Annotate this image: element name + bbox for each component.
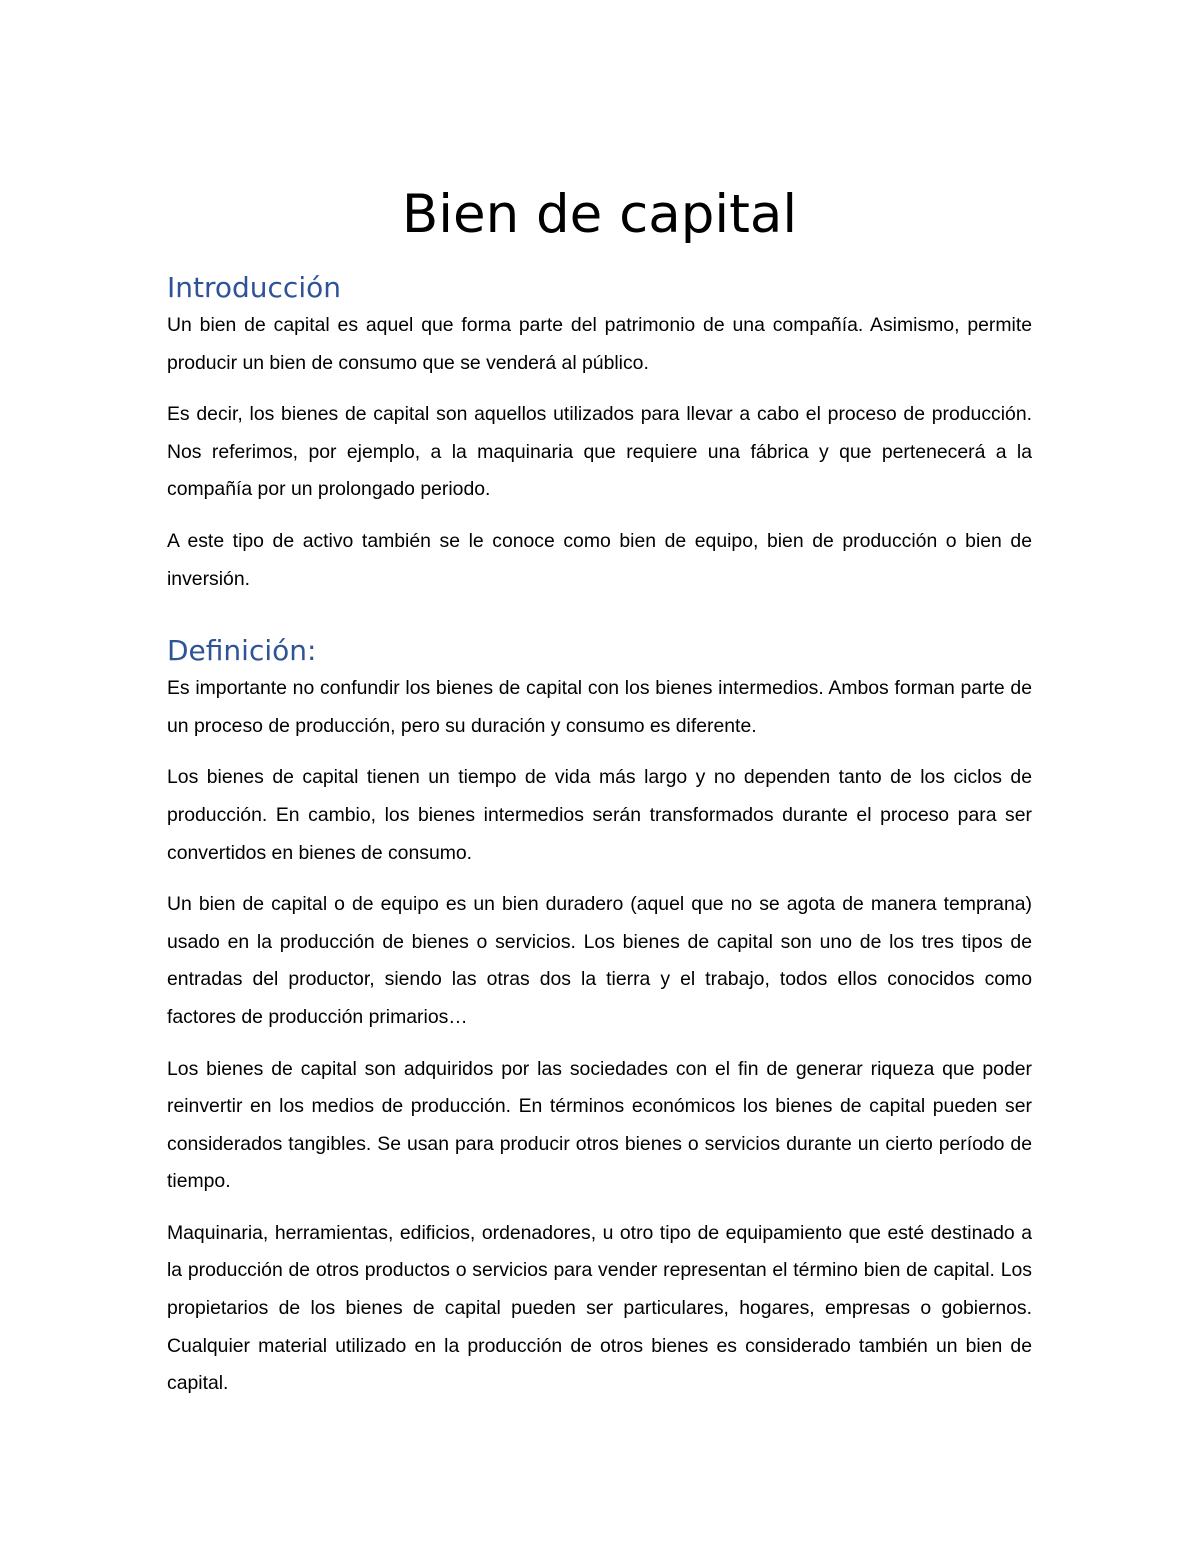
document-body [167, 178, 1032, 1403]
section-heading-introduccion: Introducción [167, 271, 341, 304]
paragraph: Los bienes de capital tienen un tiempo de vida más largo y no dependen tanto de los ciclos de producción. En cambio, los bienes intermedios serán transformados durante el proceso para ser convertidos en bienes de consumo. [167, 766, 1032, 864]
paragraph: A este tipo de activo también se le conoce como bien de equipo, bien de producción o bien de inversión. [167, 529, 1032, 590]
paragraph: Un bien de capital es aquel que forma parte del patrimonio de una compañía. Asimismo, permite producir un bien de consumo que se venderá al público. [167, 314, 1032, 374]
paragraph: Un bien de capital o de equipo es un bien duradero (aquel que no se agota de manera temprana) usado en la producción de bienes o servicios. Los bienes de capital son uno de los tres tipos de entradas del productor, siendo las otras dos la tierra y el trabajo, todos ellos conocidos como factores de producción primarios… [167, 893, 1032, 1028]
paragraph: Es decir, los bienes de capital son aquellos utilizados para llevar a cabo el proceso de producción. Nos referimos, por ejemplo, a la maquinaria que requiere una fábrica y que pertenecerá a la compañía por un prolongado periodo. [167, 403, 1032, 501]
paragraph: Los bienes de capital son adquiridos por las sociedades con el fin de generar riqueza que poder reinvertir en los medios de producción. En términos económicos los bienes de capital pueden ser considerados tangibles. Se usan para producir otros bienes o servicios durante un cierto período de tiempo. [167, 1057, 1032, 1193]
section-heading-definicion: Definición: [167, 634, 317, 668]
paragraph: Maquinaria, herramientas, edificios, ordenadores, u otro tipo de equipamiento que esté destinado a la producción de otros productos o servicios para vender representan el término bien de capital. Los propietarios de los bienes de capital pueden ser particulares, hogares, empresas o gobiernos. Cualquier material utilizado en la producción de otros bienes es considerado también un bien de capital. [167, 1221, 1032, 1395]
document-title: Bien de capital [401, 184, 798, 245]
paragraph: Es importante no confundir los bienes de capital con los bienes intermedios. Ambos forman parte de un proceso de producción, pero su duración y consumo es diferente. [167, 677, 1032, 737]
